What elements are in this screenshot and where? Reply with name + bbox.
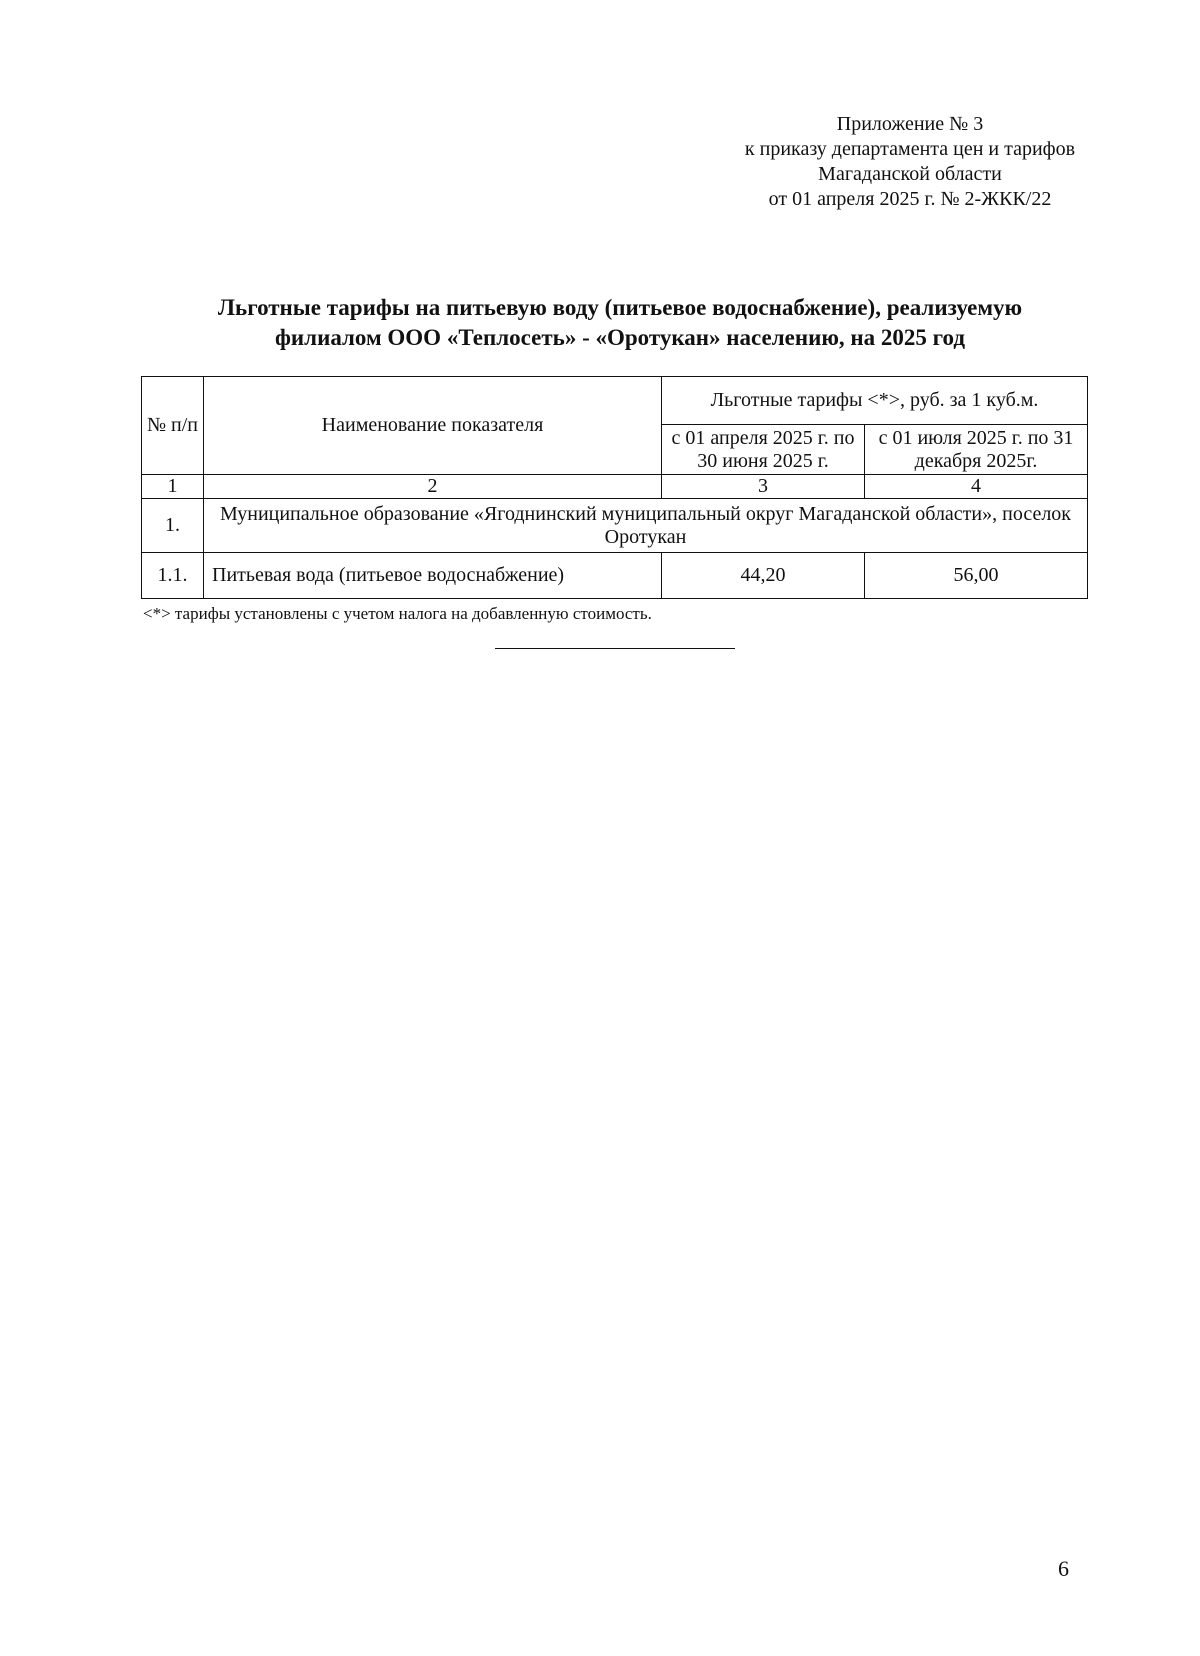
header-number: № п/п xyxy=(142,377,204,475)
appendix-line: к приказу департамента цен и тарифов xyxy=(744,138,1076,160)
row-tariff-period-2: 56,00 xyxy=(865,553,1088,599)
appendix-line: Магаданской области xyxy=(818,163,1002,185)
column-number-row xyxy=(142,475,1088,499)
column-number: 1 xyxy=(142,475,204,499)
appendix-line: Приложение № 3 xyxy=(836,113,984,135)
title-line-1: Льготные тарифы на питьевую воду (питьевое водоснабжение), реализуемую xyxy=(217,295,1023,320)
table-header-row xyxy=(142,377,1088,425)
column-number: 2 xyxy=(204,475,662,499)
column-number: 4 xyxy=(865,475,1088,499)
row-tariff-period-1: 44,20 xyxy=(662,553,865,599)
column-number: 3 xyxy=(662,475,865,499)
footnote: <*> тарифы установлены с учетом налога на добавленную стоимость. xyxy=(143,604,652,623)
section-number: 1. xyxy=(142,499,204,553)
appendix-block xyxy=(700,112,1120,212)
header-indicator: Наименование показателя xyxy=(204,377,662,475)
row-indicator: Питьевая вода (питьевое водоснабжение) xyxy=(204,553,662,599)
document-title xyxy=(140,293,1100,353)
header-period-2: с 01 июля 2025 г. по 31 декабря 2025г. xyxy=(865,425,1088,475)
header-period-1: с 01 апреля 2025 г. по 30 июня 2025 г. xyxy=(662,425,865,475)
appendix-line: от 01 апреля 2025 г. № 2-ЖКК/22 xyxy=(768,188,1052,210)
end-divider xyxy=(495,648,735,649)
tariff-table xyxy=(141,376,1088,599)
row-number: 1.1. xyxy=(142,553,204,599)
section-row xyxy=(142,499,1088,553)
title-line-2: филиалом ООО «Теплосеть» - «Оротукан» населению, на 2025 год xyxy=(275,325,965,350)
page-number: 6 xyxy=(1058,1556,1069,1581)
table-row xyxy=(142,553,1088,599)
section-name: Муниципальное образование «Ягоднинский муниципальный округ Магаданской области», поселок Оротукан xyxy=(204,499,1088,553)
header-tariffs: Льготные тарифы <*>, руб. за 1 куб.м. xyxy=(662,377,1088,425)
